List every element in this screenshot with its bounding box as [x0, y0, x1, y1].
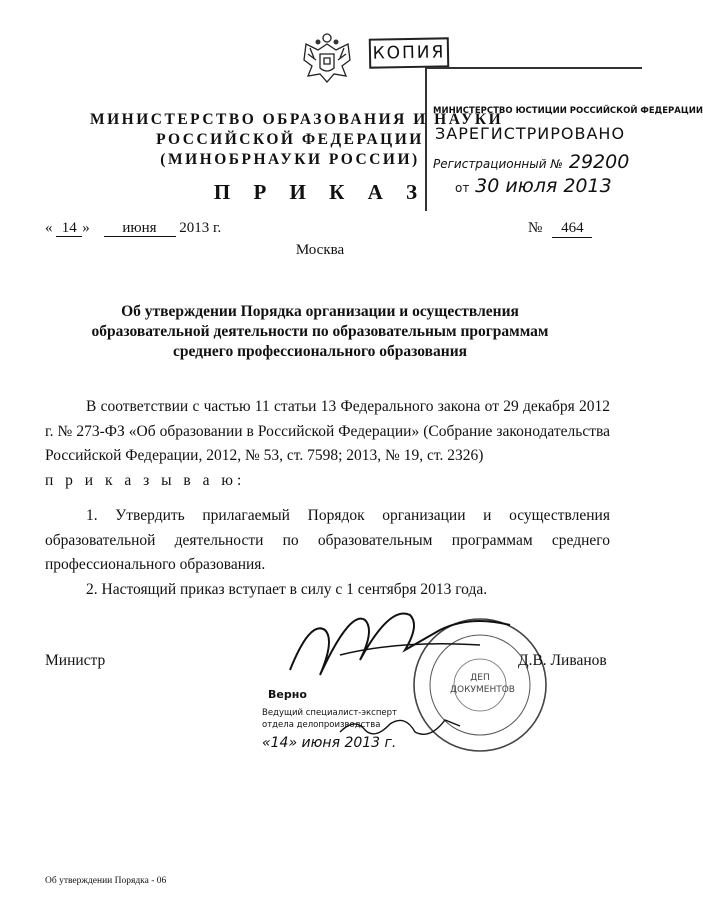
preamble-paragraph: [45, 395, 610, 493]
reg-date-prefix: от: [455, 181, 470, 195]
certification-date: «14» июня 2013 г.: [262, 735, 397, 751]
order-number-label: №: [528, 220, 543, 236]
reg-number-label: Регистрационный №: [433, 157, 563, 171]
reg-stamp-date-row: [455, 175, 612, 197]
date-open-quote: «: [45, 220, 53, 236]
ministry-line-1: МИНИСТЕРСТВО ОБРАЗОВАНИЯ И НАУКИ: [90, 111, 504, 128]
preamble-text: В соответствии с частью 11 статьи 13 Федерального закона от 29 декабря 2012 г. № 273-ФЗ «Об образовании в Российской Федерации» (Собрание законодательства Российской Федерации, 2012, № 53, ст. 7598; 2013, № 19, ст. 2326): [45, 398, 610, 464]
reg-date: 30 июля 2013: [475, 175, 612, 197]
footer-text: Об утверждении Порядка - 06: [45, 876, 167, 886]
ministry-line-3: (МИНОБРНАУКИ РОССИИ): [160, 151, 420, 168]
reg-number: 29200: [568, 151, 630, 173]
seal-center-text: ДЕП ДОКУМЕНТОВ: [450, 673, 515, 695]
registration-stamp: [425, 67, 703, 211]
title-line-3: среднего профессионального образования: [172, 343, 468, 360]
certification-position-line-1: Ведущий специалист-эксперт: [262, 708, 397, 718]
title-line-2: образовательной деятельности по образовательным программам: [91, 323, 549, 340]
document-type: П Р И К А З: [213, 180, 427, 204]
item-2-paragraph: 2. Настоящий приказ вступает в силу с 1 сентября 2013 года.: [86, 581, 488, 598]
order-year: 2013 г.: [179, 220, 222, 236]
date-close-quote: »: [82, 220, 90, 236]
prikazyvayu: п р и к а з ы в а ю:: [45, 471, 246, 489]
minister-signature-icon: [280, 600, 540, 690]
reg-stamp-registered: ЗАРЕГИСТРИРОВАНО: [435, 124, 626, 143]
item-1-paragraph: 1. Утвердить прилагаемый Порядок организации и осуществления образовательной деятельности по образовательным программам среднего профессионального образования.: [45, 507, 610, 573]
order-number-value: 464: [552, 220, 592, 238]
certification-position-line-2: отдела делопроизводства: [262, 720, 381, 730]
order-day: 14: [56, 220, 82, 237]
reg-stamp-ministry: МИНИСТЕРСТВО ЮСТИЦИИ РОССИЙСКОЙ ФЕДЕРАЦИИ: [433, 106, 703, 116]
ministry-line-2: РОССИЙСКОЙ ФЕДЕРАЦИИ: [156, 131, 424, 148]
order-date: [45, 220, 221, 237]
title-line-1: Об утверждении Порядка организации и осуществления: [121, 303, 519, 320]
minister-name: Д.В. Ливанов: [518, 652, 607, 669]
reg-stamp-number-row: [433, 151, 629, 173]
order-month: июня: [104, 220, 176, 237]
order-title: [70, 302, 570, 362]
order-city: Москва: [295, 242, 345, 258]
copy-stamp: КОПИЯ: [369, 37, 450, 68]
coat-of-arms-icon: [296, 30, 358, 92]
minister-position: Министр: [45, 652, 106, 669]
certification-verno: Верно: [268, 688, 307, 701]
order-number: [528, 220, 592, 238]
